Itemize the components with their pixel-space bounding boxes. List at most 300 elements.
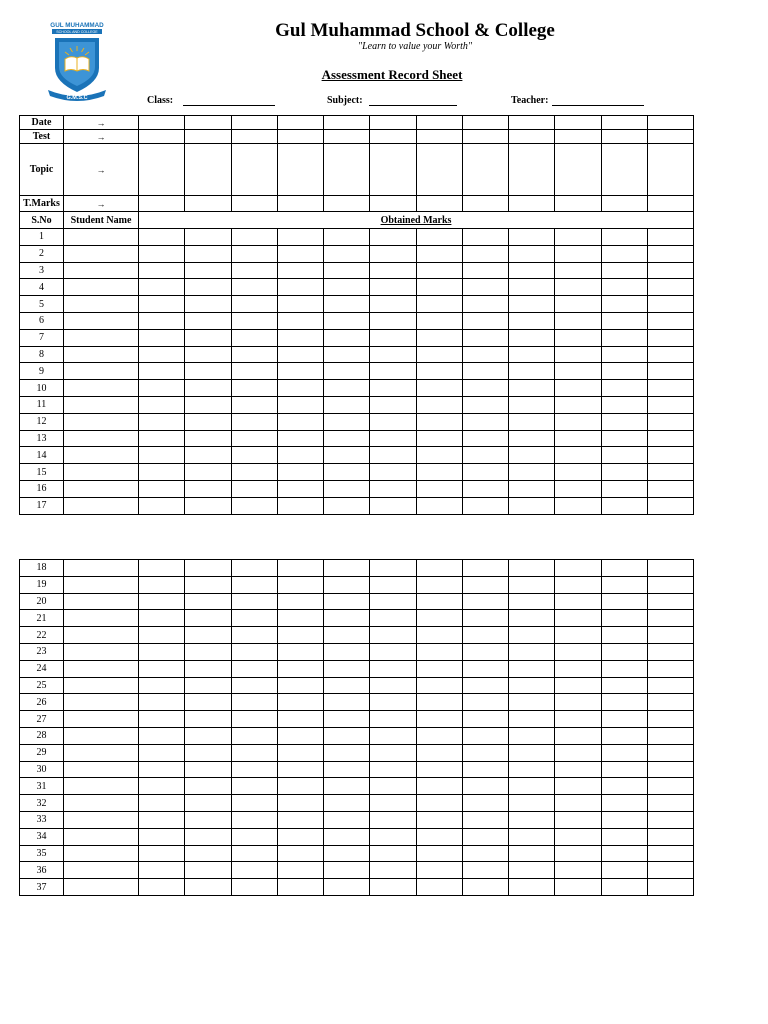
mark-cell[interactable] bbox=[416, 380, 462, 397]
mark-cell[interactable] bbox=[324, 480, 370, 497]
mark-cell[interactable] bbox=[462, 761, 508, 778]
mark-cell[interactable] bbox=[416, 643, 462, 660]
entry-cell[interactable] bbox=[185, 196, 231, 212]
mark-cell[interactable] bbox=[231, 660, 277, 677]
entry-cell[interactable] bbox=[277, 196, 323, 212]
student-name-cell[interactable] bbox=[64, 576, 139, 593]
mark-cell[interactable] bbox=[601, 795, 647, 812]
mark-cell[interactable] bbox=[139, 610, 185, 627]
mark-cell[interactable] bbox=[601, 430, 647, 447]
student-name-cell[interactable] bbox=[64, 778, 139, 795]
entry-cell[interactable] bbox=[324, 130, 370, 144]
mark-cell[interactable] bbox=[231, 497, 277, 514]
mark-cell[interactable] bbox=[647, 380, 693, 397]
student-name-cell[interactable] bbox=[64, 346, 139, 363]
mark-cell[interactable] bbox=[324, 447, 370, 464]
mark-cell[interactable] bbox=[185, 279, 231, 296]
mark-cell[interactable] bbox=[555, 464, 601, 481]
mark-cell[interactable] bbox=[647, 811, 693, 828]
mark-cell[interactable] bbox=[416, 627, 462, 644]
mark-cell[interactable] bbox=[324, 346, 370, 363]
mark-cell[interactable] bbox=[509, 380, 555, 397]
mark-cell[interactable] bbox=[185, 329, 231, 346]
mark-cell[interactable] bbox=[370, 413, 416, 430]
mark-cell[interactable] bbox=[462, 845, 508, 862]
entry-cell[interactable] bbox=[462, 196, 508, 212]
mark-cell[interactable] bbox=[185, 363, 231, 380]
mark-cell[interactable] bbox=[462, 744, 508, 761]
entry-cell[interactable] bbox=[185, 116, 231, 130]
entry-cell[interactable] bbox=[370, 116, 416, 130]
mark-cell[interactable] bbox=[555, 744, 601, 761]
entry-cell[interactable] bbox=[601, 130, 647, 144]
mark-cell[interactable] bbox=[509, 795, 555, 812]
mark-cell[interactable] bbox=[509, 262, 555, 279]
entry-cell[interactable] bbox=[647, 144, 693, 196]
mark-cell[interactable] bbox=[509, 610, 555, 627]
mark-cell[interactable] bbox=[231, 811, 277, 828]
mark-cell[interactable] bbox=[509, 396, 555, 413]
mark-cell[interactable] bbox=[277, 610, 323, 627]
mark-cell[interactable] bbox=[324, 879, 370, 896]
mark-cell[interactable] bbox=[555, 262, 601, 279]
mark-cell[interactable] bbox=[185, 229, 231, 246]
mark-cell[interactable] bbox=[185, 711, 231, 728]
mark-cell[interactable] bbox=[601, 845, 647, 862]
mark-cell[interactable] bbox=[647, 296, 693, 313]
mark-cell[interactable] bbox=[416, 497, 462, 514]
mark-cell[interactable] bbox=[555, 677, 601, 694]
mark-cell[interactable] bbox=[185, 576, 231, 593]
mark-cell[interactable] bbox=[231, 312, 277, 329]
mark-cell[interactable] bbox=[185, 245, 231, 262]
student-name-cell[interactable] bbox=[64, 862, 139, 879]
mark-cell[interactable] bbox=[601, 694, 647, 711]
mark-cell[interactable] bbox=[647, 593, 693, 610]
mark-cell[interactable] bbox=[139, 727, 185, 744]
mark-cell[interactable] bbox=[462, 660, 508, 677]
mark-cell[interactable] bbox=[370, 879, 416, 896]
mark-cell[interactable] bbox=[601, 610, 647, 627]
mark-cell[interactable] bbox=[324, 329, 370, 346]
mark-cell[interactable] bbox=[370, 660, 416, 677]
mark-cell[interactable] bbox=[462, 828, 508, 845]
mark-cell[interactable] bbox=[647, 229, 693, 246]
mark-cell[interactable] bbox=[555, 593, 601, 610]
mark-cell[interactable] bbox=[647, 279, 693, 296]
mark-cell[interactable] bbox=[139, 643, 185, 660]
student-name-cell[interactable] bbox=[64, 811, 139, 828]
mark-cell[interactable] bbox=[370, 380, 416, 397]
mark-cell[interactable] bbox=[462, 627, 508, 644]
mark-cell[interactable] bbox=[324, 795, 370, 812]
mark-cell[interactable] bbox=[416, 879, 462, 896]
mark-cell[interactable] bbox=[324, 811, 370, 828]
mark-cell[interactable] bbox=[647, 464, 693, 481]
mark-cell[interactable] bbox=[185, 811, 231, 828]
mark-cell[interactable] bbox=[185, 480, 231, 497]
mark-cell[interactable] bbox=[370, 480, 416, 497]
entry-cell[interactable] bbox=[370, 196, 416, 212]
mark-cell[interactable] bbox=[185, 464, 231, 481]
mark-cell[interactable] bbox=[185, 396, 231, 413]
mark-cell[interactable] bbox=[231, 464, 277, 481]
mark-cell[interactable] bbox=[601, 329, 647, 346]
mark-cell[interactable] bbox=[139, 396, 185, 413]
mark-cell[interactable] bbox=[416, 761, 462, 778]
mark-cell[interactable] bbox=[509, 312, 555, 329]
mark-cell[interactable] bbox=[231, 744, 277, 761]
mark-cell[interactable] bbox=[647, 346, 693, 363]
mark-cell[interactable] bbox=[509, 828, 555, 845]
mark-cell[interactable] bbox=[601, 480, 647, 497]
mark-cell[interactable] bbox=[277, 480, 323, 497]
mark-cell[interactable] bbox=[462, 560, 508, 577]
mark-cell[interactable] bbox=[509, 627, 555, 644]
mark-cell[interactable] bbox=[324, 296, 370, 313]
mark-cell[interactable] bbox=[555, 845, 601, 862]
mark-cell[interactable] bbox=[231, 560, 277, 577]
mark-cell[interactable] bbox=[462, 711, 508, 728]
mark-cell[interactable] bbox=[370, 778, 416, 795]
mark-cell[interactable] bbox=[231, 643, 277, 660]
mark-cell[interactable] bbox=[555, 660, 601, 677]
mark-cell[interactable] bbox=[601, 560, 647, 577]
mark-cell[interactable] bbox=[231, 380, 277, 397]
mark-cell[interactable] bbox=[370, 576, 416, 593]
mark-cell[interactable] bbox=[370, 464, 416, 481]
mark-cell[interactable] bbox=[555, 380, 601, 397]
mark-cell[interactable] bbox=[601, 761, 647, 778]
mark-cell[interactable] bbox=[601, 262, 647, 279]
entry-cell[interactable] bbox=[555, 116, 601, 130]
mark-cell[interactable] bbox=[416, 778, 462, 795]
mark-cell[interactable] bbox=[324, 828, 370, 845]
mark-cell[interactable] bbox=[509, 229, 555, 246]
mark-cell[interactable] bbox=[416, 480, 462, 497]
student-name-cell[interactable] bbox=[64, 497, 139, 514]
mark-cell[interactable] bbox=[647, 447, 693, 464]
mark-cell[interactable] bbox=[601, 727, 647, 744]
entry-cell[interactable] bbox=[370, 144, 416, 196]
mark-cell[interactable] bbox=[647, 329, 693, 346]
mark-cell[interactable] bbox=[277, 761, 323, 778]
entry-cell[interactable] bbox=[139, 196, 185, 212]
mark-cell[interactable] bbox=[555, 576, 601, 593]
student-name-cell[interactable] bbox=[64, 711, 139, 728]
mark-cell[interactable] bbox=[185, 430, 231, 447]
mark-cell[interactable] bbox=[324, 262, 370, 279]
mark-cell[interactable] bbox=[509, 576, 555, 593]
mark-cell[interactable] bbox=[601, 627, 647, 644]
mark-cell[interactable] bbox=[647, 627, 693, 644]
mark-cell[interactable] bbox=[231, 346, 277, 363]
mark-cell[interactable] bbox=[647, 727, 693, 744]
class-input-line[interactable] bbox=[183, 92, 275, 106]
mark-cell[interactable] bbox=[324, 627, 370, 644]
mark-cell[interactable] bbox=[462, 643, 508, 660]
mark-cell[interactable] bbox=[462, 413, 508, 430]
mark-cell[interactable] bbox=[601, 660, 647, 677]
mark-cell[interactable] bbox=[139, 447, 185, 464]
mark-cell[interactable] bbox=[277, 694, 323, 711]
mark-cell[interactable] bbox=[185, 643, 231, 660]
mark-cell[interactable] bbox=[370, 229, 416, 246]
mark-cell[interactable] bbox=[462, 312, 508, 329]
mark-cell[interactable] bbox=[509, 430, 555, 447]
mark-cell[interactable] bbox=[416, 346, 462, 363]
mark-cell[interactable] bbox=[185, 845, 231, 862]
student-name-cell[interactable] bbox=[64, 262, 139, 279]
mark-cell[interactable] bbox=[324, 610, 370, 627]
mark-cell[interactable] bbox=[601, 296, 647, 313]
mark-cell[interactable] bbox=[185, 660, 231, 677]
mark-cell[interactable] bbox=[185, 761, 231, 778]
mark-cell[interactable] bbox=[462, 245, 508, 262]
mark-cell[interactable] bbox=[277, 727, 323, 744]
mark-cell[interactable] bbox=[370, 795, 416, 812]
mark-cell[interactable] bbox=[416, 329, 462, 346]
mark-cell[interactable] bbox=[509, 329, 555, 346]
mark-cell[interactable] bbox=[509, 694, 555, 711]
mark-cell[interactable] bbox=[277, 312, 323, 329]
mark-cell[interactable] bbox=[370, 296, 416, 313]
mark-cell[interactable] bbox=[555, 879, 601, 896]
mark-cell[interactable] bbox=[509, 296, 555, 313]
mark-cell[interactable] bbox=[324, 711, 370, 728]
mark-cell[interactable] bbox=[370, 245, 416, 262]
entry-cell[interactable] bbox=[324, 196, 370, 212]
mark-cell[interactable] bbox=[601, 229, 647, 246]
student-name-cell[interactable] bbox=[64, 279, 139, 296]
mark-cell[interactable] bbox=[509, 879, 555, 896]
mark-cell[interactable] bbox=[139, 413, 185, 430]
mark-cell[interactable] bbox=[462, 593, 508, 610]
mark-cell[interactable] bbox=[277, 296, 323, 313]
mark-cell[interactable] bbox=[416, 464, 462, 481]
mark-cell[interactable] bbox=[462, 795, 508, 812]
mark-cell[interactable] bbox=[370, 627, 416, 644]
mark-cell[interactable] bbox=[601, 396, 647, 413]
mark-cell[interactable] bbox=[370, 862, 416, 879]
mark-cell[interactable] bbox=[647, 828, 693, 845]
mark-cell[interactable] bbox=[231, 363, 277, 380]
subject-field[interactable] bbox=[327, 92, 457, 106]
mark-cell[interactable] bbox=[277, 279, 323, 296]
mark-cell[interactable] bbox=[647, 497, 693, 514]
mark-cell[interactable] bbox=[601, 464, 647, 481]
mark-cell[interactable] bbox=[185, 413, 231, 430]
mark-cell[interactable] bbox=[647, 480, 693, 497]
mark-cell[interactable] bbox=[647, 677, 693, 694]
entry-cell[interactable] bbox=[647, 130, 693, 144]
entry-cell[interactable] bbox=[462, 130, 508, 144]
mark-cell[interactable] bbox=[462, 430, 508, 447]
student-name-cell[interactable] bbox=[64, 430, 139, 447]
mark-cell[interactable] bbox=[647, 862, 693, 879]
mark-cell[interactable] bbox=[324, 396, 370, 413]
mark-cell[interactable] bbox=[370, 811, 416, 828]
mark-cell[interactable] bbox=[555, 711, 601, 728]
mark-cell[interactable] bbox=[139, 862, 185, 879]
student-name-cell[interactable] bbox=[64, 727, 139, 744]
student-name-cell[interactable] bbox=[64, 229, 139, 246]
mark-cell[interactable] bbox=[601, 245, 647, 262]
entry-cell[interactable] bbox=[509, 144, 555, 196]
mark-cell[interactable] bbox=[185, 727, 231, 744]
mark-cell[interactable] bbox=[555, 279, 601, 296]
mark-cell[interactable] bbox=[555, 610, 601, 627]
mark-cell[interactable] bbox=[185, 296, 231, 313]
mark-cell[interactable] bbox=[462, 229, 508, 246]
mark-cell[interactable] bbox=[555, 560, 601, 577]
mark-cell[interactable] bbox=[647, 610, 693, 627]
mark-cell[interactable] bbox=[139, 296, 185, 313]
mark-cell[interactable] bbox=[416, 262, 462, 279]
mark-cell[interactable] bbox=[647, 761, 693, 778]
class-field[interactable] bbox=[147, 92, 275, 106]
mark-cell[interactable] bbox=[601, 643, 647, 660]
mark-cell[interactable] bbox=[647, 879, 693, 896]
entry-cell[interactable] bbox=[231, 144, 277, 196]
mark-cell[interactable] bbox=[509, 497, 555, 514]
mark-cell[interactable] bbox=[370, 694, 416, 711]
mark-cell[interactable] bbox=[139, 380, 185, 397]
mark-cell[interactable] bbox=[416, 727, 462, 744]
mark-cell[interactable] bbox=[647, 576, 693, 593]
mark-cell[interactable] bbox=[277, 862, 323, 879]
student-name-cell[interactable] bbox=[64, 447, 139, 464]
mark-cell[interactable] bbox=[555, 727, 601, 744]
mark-cell[interactable] bbox=[277, 744, 323, 761]
mark-cell[interactable] bbox=[139, 346, 185, 363]
mark-cell[interactable] bbox=[555, 862, 601, 879]
mark-cell[interactable] bbox=[185, 879, 231, 896]
mark-cell[interactable] bbox=[555, 795, 601, 812]
mark-cell[interactable] bbox=[231, 329, 277, 346]
entry-cell[interactable] bbox=[370, 130, 416, 144]
entry-cell[interactable] bbox=[185, 144, 231, 196]
mark-cell[interactable] bbox=[462, 576, 508, 593]
mark-cell[interactable] bbox=[277, 593, 323, 610]
mark-cell[interactable] bbox=[185, 778, 231, 795]
student-name-cell[interactable] bbox=[64, 593, 139, 610]
mark-cell[interactable] bbox=[324, 279, 370, 296]
mark-cell[interactable] bbox=[277, 828, 323, 845]
student-name-cell[interactable] bbox=[64, 643, 139, 660]
mark-cell[interactable] bbox=[370, 312, 416, 329]
mark-cell[interactable] bbox=[370, 845, 416, 862]
mark-cell[interactable] bbox=[601, 279, 647, 296]
mark-cell[interactable] bbox=[416, 576, 462, 593]
entry-cell[interactable] bbox=[555, 130, 601, 144]
entry-cell[interactable] bbox=[509, 130, 555, 144]
mark-cell[interactable] bbox=[462, 811, 508, 828]
mark-cell[interactable] bbox=[555, 480, 601, 497]
mark-cell[interactable] bbox=[231, 576, 277, 593]
mark-cell[interactable] bbox=[462, 279, 508, 296]
mark-cell[interactable] bbox=[462, 694, 508, 711]
mark-cell[interactable] bbox=[509, 464, 555, 481]
student-name-cell[interactable] bbox=[64, 660, 139, 677]
mark-cell[interactable] bbox=[555, 694, 601, 711]
mark-cell[interactable] bbox=[324, 245, 370, 262]
mark-cell[interactable] bbox=[509, 744, 555, 761]
entry-cell[interactable] bbox=[462, 116, 508, 130]
mark-cell[interactable] bbox=[185, 560, 231, 577]
mark-cell[interactable] bbox=[647, 845, 693, 862]
student-name-cell[interactable] bbox=[64, 761, 139, 778]
mark-cell[interactable] bbox=[185, 380, 231, 397]
mark-cell[interactable] bbox=[416, 447, 462, 464]
mark-cell[interactable] bbox=[416, 396, 462, 413]
mark-cell[interactable] bbox=[647, 660, 693, 677]
mark-cell[interactable] bbox=[647, 744, 693, 761]
entry-cell[interactable] bbox=[277, 130, 323, 144]
mark-cell[interactable] bbox=[462, 497, 508, 514]
mark-cell[interactable] bbox=[647, 643, 693, 660]
mark-cell[interactable] bbox=[555, 430, 601, 447]
mark-cell[interactable] bbox=[370, 677, 416, 694]
mark-cell[interactable] bbox=[277, 229, 323, 246]
mark-cell[interactable] bbox=[370, 761, 416, 778]
entry-cell[interactable] bbox=[231, 196, 277, 212]
mark-cell[interactable] bbox=[647, 363, 693, 380]
mark-cell[interactable] bbox=[277, 677, 323, 694]
mark-cell[interactable] bbox=[462, 610, 508, 627]
mark-cell[interactable] bbox=[324, 727, 370, 744]
mark-cell[interactable] bbox=[277, 560, 323, 577]
mark-cell[interactable] bbox=[416, 811, 462, 828]
mark-cell[interactable] bbox=[509, 279, 555, 296]
mark-cell[interactable] bbox=[509, 761, 555, 778]
student-name-cell[interactable] bbox=[64, 363, 139, 380]
mark-cell[interactable] bbox=[601, 744, 647, 761]
mark-cell[interactable] bbox=[139, 576, 185, 593]
mark-cell[interactable] bbox=[416, 430, 462, 447]
mark-cell[interactable] bbox=[231, 245, 277, 262]
mark-cell[interactable] bbox=[231, 795, 277, 812]
mark-cell[interactable] bbox=[139, 761, 185, 778]
mark-cell[interactable] bbox=[324, 464, 370, 481]
mark-cell[interactable] bbox=[277, 627, 323, 644]
mark-cell[interactable] bbox=[647, 413, 693, 430]
mark-cell[interactable] bbox=[370, 828, 416, 845]
mark-cell[interactable] bbox=[277, 795, 323, 812]
mark-cell[interactable] bbox=[231, 296, 277, 313]
mark-cell[interactable] bbox=[555, 296, 601, 313]
mark-cell[interactable] bbox=[139, 245, 185, 262]
student-name-cell[interactable] bbox=[64, 312, 139, 329]
mark-cell[interactable] bbox=[324, 660, 370, 677]
entry-cell[interactable] bbox=[647, 196, 693, 212]
mark-cell[interactable] bbox=[139, 480, 185, 497]
mark-cell[interactable] bbox=[462, 329, 508, 346]
entry-cell[interactable] bbox=[555, 144, 601, 196]
mark-cell[interactable] bbox=[277, 413, 323, 430]
mark-cell[interactable] bbox=[462, 879, 508, 896]
mark-cell[interactable] bbox=[601, 811, 647, 828]
mark-cell[interactable] bbox=[555, 312, 601, 329]
mark-cell[interactable] bbox=[416, 694, 462, 711]
entry-cell[interactable] bbox=[277, 116, 323, 130]
mark-cell[interactable] bbox=[509, 811, 555, 828]
mark-cell[interactable] bbox=[509, 245, 555, 262]
mark-cell[interactable] bbox=[370, 447, 416, 464]
mark-cell[interactable] bbox=[601, 828, 647, 845]
mark-cell[interactable] bbox=[324, 312, 370, 329]
mark-cell[interactable] bbox=[416, 744, 462, 761]
